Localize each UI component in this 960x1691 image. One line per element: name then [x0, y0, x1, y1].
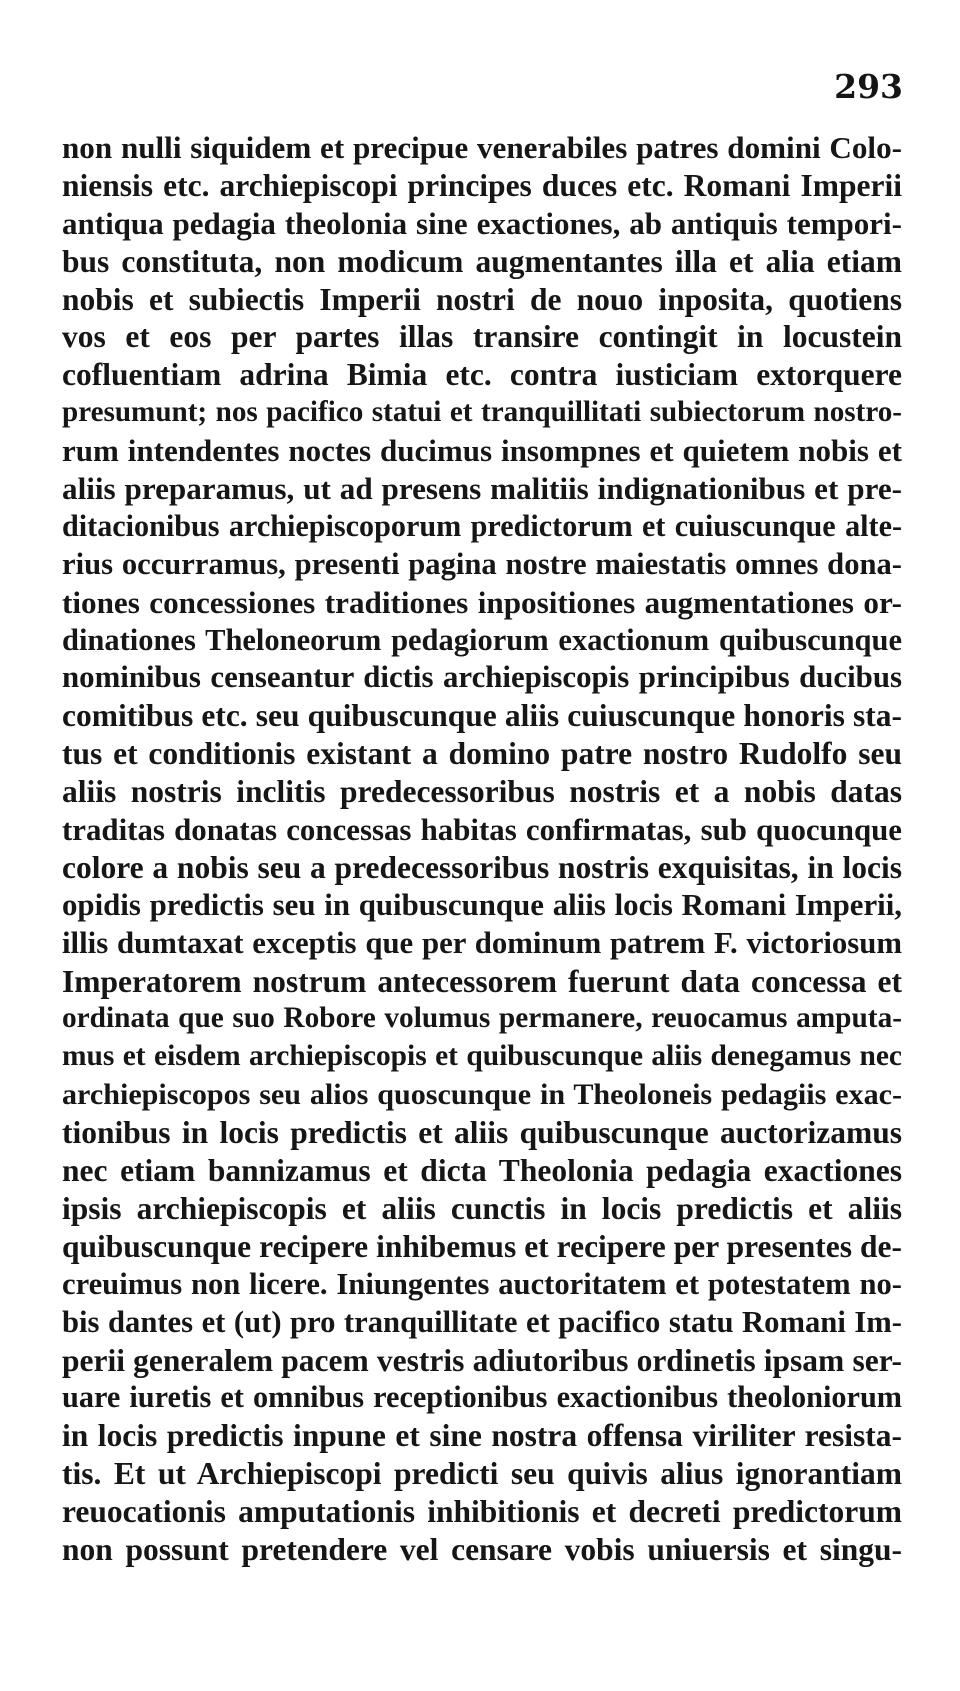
text-line: archiepiscopos seu alios quoscunque in Theoloneis pedagiis exac-	[62, 1077, 902, 1112]
text-line: presumunt; nos pacifico statui et tranquillitati subiectorum nostro-	[62, 396, 902, 429]
text-line: niensis etc. archiepiscopi principes duces etc. Romani Imperii	[62, 167, 902, 203]
text-line: dinationes Theloneorum pedagiorum exactionum quibuscunque	[62, 622, 902, 657]
text-line: vos et eos per partes illas transire contingit in locustein	[62, 319, 902, 355]
text-line: cofluentiam adrina Bimia etc. contra iusticiam extorquere	[62, 357, 902, 393]
text-line: nominibus censeantur dictis archiepiscopis principibus ducibus	[62, 660, 902, 695]
text-line: tis. Et ut Archiepiscopi predicti seu quivis alius ignorantiam	[62, 1456, 902, 1492]
text-line: in locis predictis inpune et sine nostra offensa viriliter resista-	[62, 1418, 902, 1454]
text-line: bis dantes et (ut) pro tranquillitate et pacifico statu Romani Im-	[62, 1304, 902, 1339]
text-line: ordinata que suo Robore volumus permanere, reuocamus amputa-	[62, 1002, 902, 1035]
text-line: Imperatorem nostrum antecessorem fuerunt data concessa et	[62, 963, 902, 999]
text-line: perii generalem pacem vestris adiutoribus ordinetis ipsam ser-	[62, 1342, 902, 1378]
text-line: traditas donatas concessas habitas confirmatas, sub quocunque	[62, 812, 902, 848]
text-line: tiones concessiones traditiones inpositiones augmentationes or-	[62, 584, 902, 620]
text-line: reuocationis amputationis inhibitionis et decreti predictorum	[62, 1494, 902, 1530]
text-line: uare iuretis et omnibus receptionibus exactionibus theoloniorum	[62, 1380, 902, 1415]
text-line: mus et eisdem archiepiscopis et quibuscunque aliis denegamus nec	[62, 1040, 902, 1073]
text-line: creuimus non licere. Iniungentes auctoritatem et potestatem no-	[62, 1266, 902, 1301]
text-line: tionibus in locis predictis et aliis quibuscunque auctorizamus	[62, 1115, 902, 1151]
text-line: opidis predictis seu in quibuscunque aliis locis Romani Imperii,	[62, 887, 902, 922]
text-line: illis dumtaxat exceptis que per dominum patrem F. victoriosum	[62, 925, 902, 960]
text-line: quibuscunque recipere inhibemus et recipere per presentes de-	[62, 1228, 902, 1264]
body-text	[62, 129, 902, 1569]
text-line: bus constituta, non modicum augmentantes illa et alia etiam	[62, 243, 902, 279]
page-number: 293	[834, 67, 903, 106]
text-line: nec etiam bannizamus et dicta Theolonia pedagia exactiones	[62, 1153, 902, 1189]
text-line: antiqua pedagia theolonia sine exactiones, ab antiquis tempori-	[62, 205, 902, 241]
text-line: nobis et subiectis Imperii nostri de nouo inposita, quotiens	[62, 281, 902, 317]
text-line: aliis nostris inclitis predecessoribus nostris et a nobis datas	[62, 774, 902, 810]
text-line: aliis preparamus, ut ad presens malitiis indignationibus et pre-	[62, 471, 902, 507]
text-line: ditacionibus archiepiscoporum predictorum et cuiuscunque alte-	[62, 508, 902, 543]
text-line: colore a nobis seu a predecessoribus nostris exquisitas, in locis	[62, 849, 902, 885]
text-line: tus et conditionis existant a domino patre nostro Rudolfo seu	[62, 736, 902, 772]
text-line: non possunt pretendere vel censare vobis uniuersis et singu-	[62, 1531, 902, 1567]
text-line: rius occurramus, presenti pagina nostre maiestatis omnes dona-	[62, 546, 902, 581]
text-line: non nulli siquidem et precipue venerabiles patres domini Colo-	[62, 130, 902, 165]
text-line: comitibus etc. seu quibuscunque aliis cuiuscunque honoris sta-	[62, 698, 902, 734]
text-line: rum intendentes noctes ducimus insompnes et quietem nobis et	[62, 433, 902, 469]
text-line: ipsis archiepiscopis et aliis cunctis in locis predictis et aliis	[62, 1190, 902, 1226]
